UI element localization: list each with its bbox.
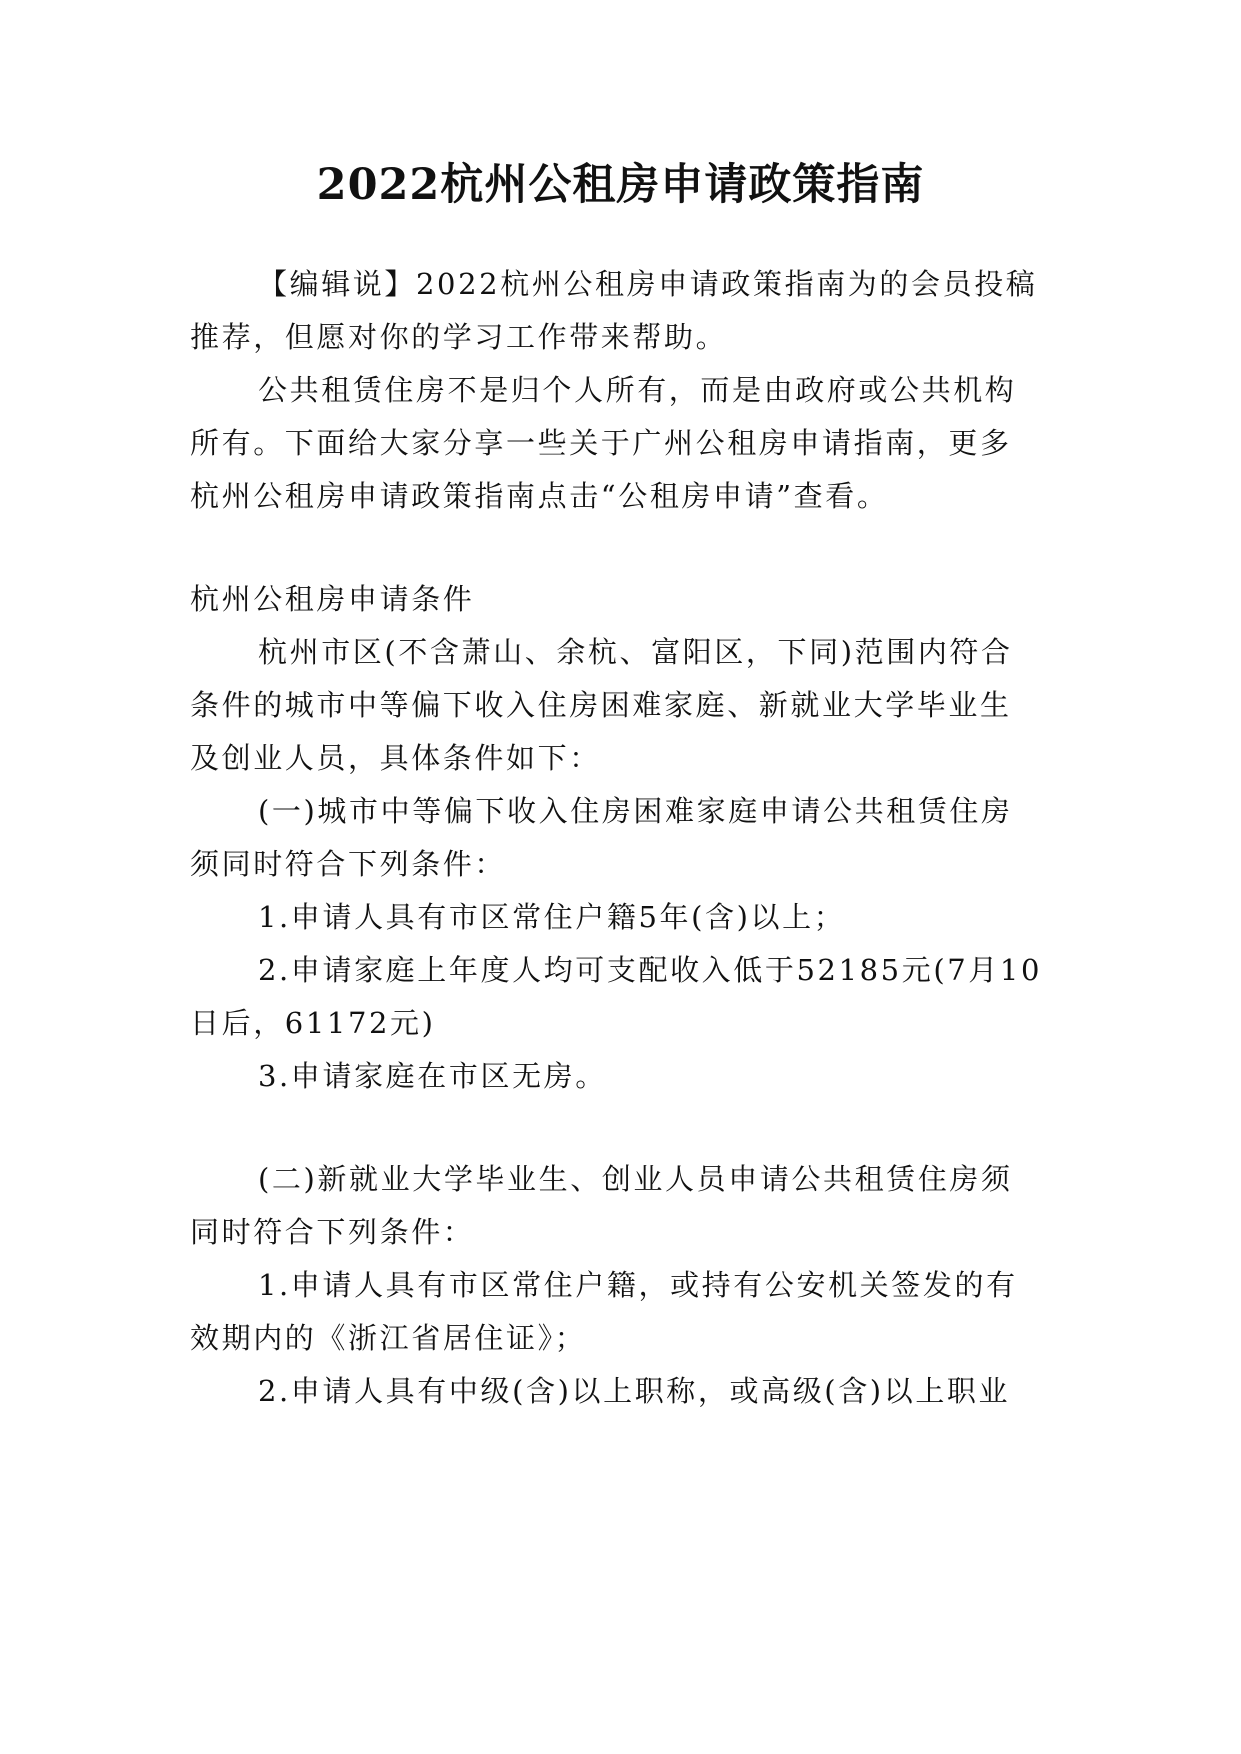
list-item: 2.申请家庭上年度人均可支配收入低于52185元(7月10 — [258, 953, 1042, 987]
list-item: 1.申请人具有市区常住户籍，或持有公安机关签发的有 — [258, 1268, 1018, 1302]
paragraph-line: 杭州公租房申请政策指南点击“公租房申请”查看。 — [190, 479, 889, 513]
paragraph-line: 【编辑说】2022杭州公租房申请政策指南为的会员投稿 — [258, 267, 1038, 301]
paragraph-line: 所有。下面给大家分享一些关于广州公租房申请指南，更多 — [190, 426, 1012, 460]
paragraph-line: (二)新就业大学毕业生、创业人员申请公共租赁住房须 — [258, 1162, 1013, 1196]
list-item: 1.申请人具有市区常住户籍5年(含)以上； — [258, 900, 846, 934]
paragraph-line: 须同时符合下列条件： — [190, 847, 507, 881]
list-item: 2.申请人具有中级(含)以上职称，或高级(含)以上职业 — [258, 1374, 1011, 1408]
paragraph-line: 及创业人员，具体条件如下： — [190, 741, 601, 775]
paragraph-line: 同时符合下列条件： — [190, 1215, 475, 1249]
paragraph-line: 公共租赁住房不是归个人所有，而是由政府或公共机构 — [258, 373, 1017, 407]
section-heading: 杭州公租房申请条件 — [190, 582, 475, 616]
paragraph-line: 条件的城市中等偏下收入住房困难家庭、新就业大学毕业生 — [190, 688, 1012, 722]
paragraph-line: (一)城市中等偏下收入住房困难家庭申请公共租赁住房 — [258, 794, 1013, 828]
list-item-continuation: 日后，61172元) — [190, 1006, 436, 1040]
list-item: 3.申请家庭在市区无房。 — [258, 1059, 607, 1093]
list-item-continuation: 效期内的《浙江省居住证》； — [190, 1321, 587, 1355]
document-title: 2022杭州公租房申请政策指南 — [316, 160, 925, 210]
paragraph-line: 杭州市区(不含萧山、余杭、富阳区，下同)范围内符合 — [258, 635, 1013, 669]
paragraph-line: 推荐，但愿对你的学习工作带来帮助。 — [190, 320, 728, 354]
